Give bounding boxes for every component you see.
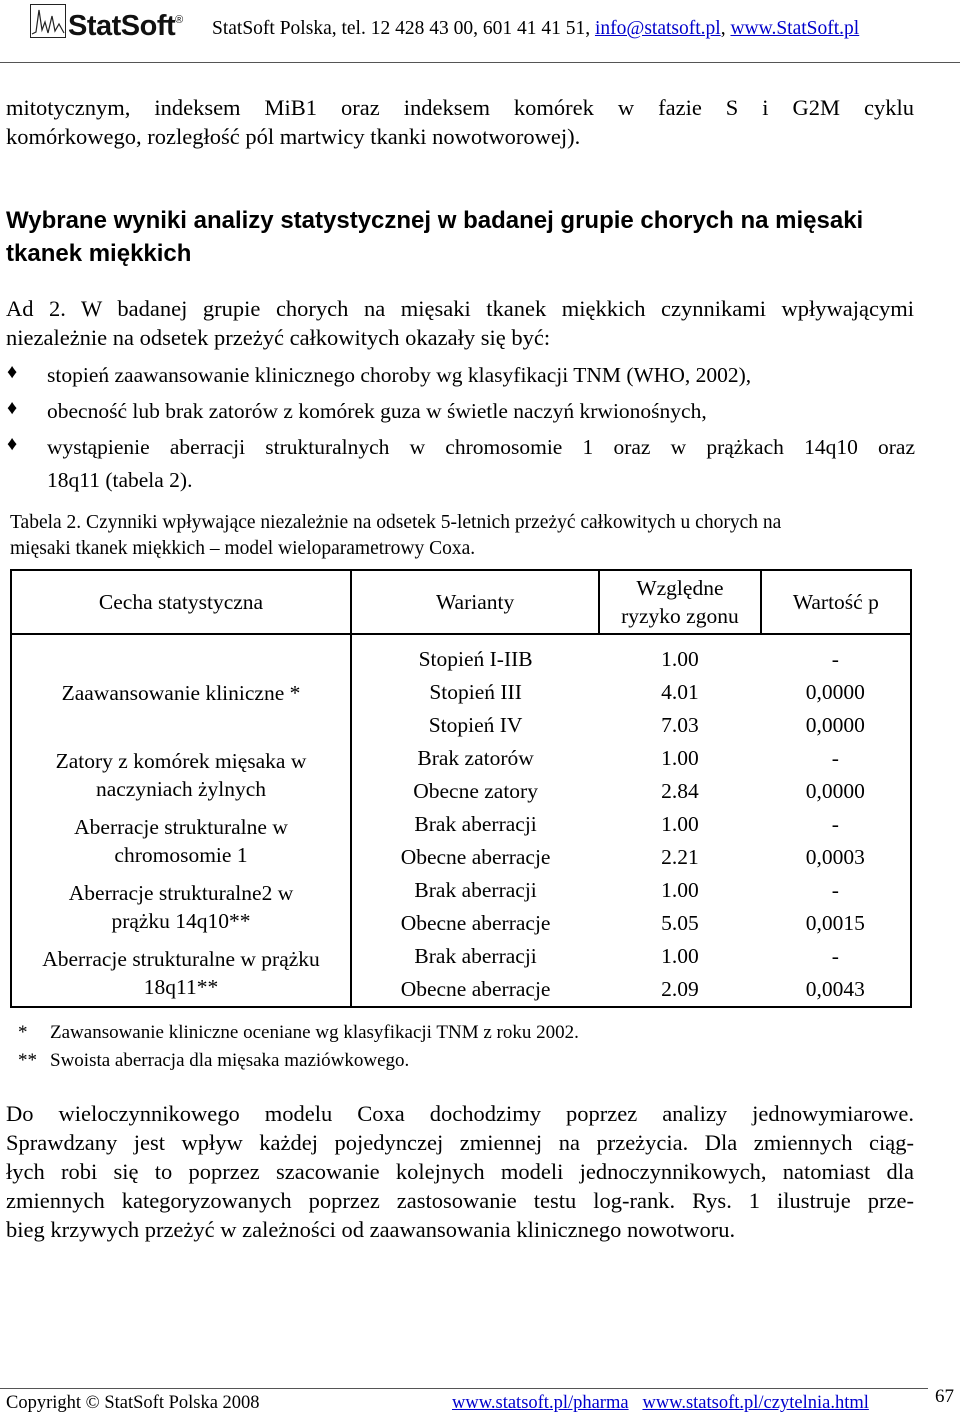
statsoft-logo-icon bbox=[30, 4, 66, 38]
cell-cecha: Aberracje strukturalne w prążku 18q11** bbox=[11, 940, 351, 1007]
closing-line-5: bieg krzywych przeżyć w zależności od zaawansowania klinicznego nowotworu. bbox=[6, 1217, 736, 1242]
cell-p: - 0,0043 bbox=[805, 944, 865, 1001]
cell-warianty: Brak aberracji Obecne aberracje bbox=[400, 878, 551, 935]
table-row bbox=[11, 874, 911, 940]
header-p: Wartość p bbox=[761, 570, 911, 634]
diamond-bullet-icon: ♦ bbox=[7, 361, 18, 383]
cell-warianty: Brak aberracji Obecne aberracje bbox=[400, 812, 551, 869]
diamond-bullet-icon: ♦ bbox=[7, 397, 18, 419]
cell-ryzyko: 1.00 5.05 bbox=[661, 878, 699, 935]
ad2-line-2: niezależnie na odsetek przeżyć całkowitych okazały się być: bbox=[6, 325, 551, 350]
table-row bbox=[11, 634, 911, 742]
cell-ryzyko: 1.00 2.84 bbox=[661, 746, 699, 803]
cell-ryzyko: 1.00 2.09 bbox=[661, 944, 699, 1001]
cell-warianty: Stopień I-IIB Stopień III Stopień IV bbox=[418, 647, 533, 737]
ad2-line-1: Ad 2. W badanej grupie chorych na mięsaki tkanek miękkich czynnikami wpływającymi bbox=[6, 296, 914, 321]
cell-p: - 0,0000 bbox=[805, 746, 865, 803]
diamond-bullet-icon: ♦ bbox=[7, 433, 18, 455]
cell-p: - 0,0015 bbox=[805, 878, 865, 935]
header-warianty: Warianty bbox=[351, 570, 599, 634]
page-number: 67 bbox=[935, 1386, 954, 1407]
intro-line-1: mitotycznym, indeksem MiB1 oraz indeksem komórek w fazie S i G2M cyklu bbox=[6, 95, 914, 120]
email-link[interactable]: info@statsoft.pl bbox=[594, 18, 721, 39]
table-footnotes bbox=[18, 1019, 579, 1075]
bullet-item-continuation: 18q11 (tabela 2). bbox=[47, 468, 193, 492]
cox-model-table bbox=[10, 569, 912, 1008]
cell-cecha: Zaawansowanie kliniczne * bbox=[11, 634, 351, 742]
cell-warianty: Brak zatorów Obecne zatory bbox=[413, 746, 538, 803]
footer-copyright: Copyright © StatSoft Polska 2008 bbox=[6, 1393, 260, 1413]
table-row bbox=[11, 808, 911, 874]
bullet-item: stopień zaawansowanie klinicznego choroby wg klasyfikacji TNM (WHO, 2002), bbox=[47, 363, 752, 387]
cell-cecha: Zatory z komórek mięsaka w naczyniach żylnych bbox=[11, 742, 351, 808]
section-heading: Wybrane wyniki analizy statystycznej w badanej grupie chorych na mięsaki tkanek miękkich bbox=[6, 207, 864, 267]
footnote: * Zawansowanie kliniczne oceniane wg klasyfikacji TNM z roku 2002. bbox=[18, 1022, 579, 1043]
website-link[interactable]: www.StatSoft.pl bbox=[730, 18, 860, 39]
table-caption: Tabela 2. Czynniki wpływające niezależnie na odsetek 5-letnich przeżyć całkowitych u chorych na mięsaki tkanek miękkich – model wieloparametrowy Coxa. bbox=[10, 512, 782, 559]
table-header-row bbox=[11, 570, 911, 634]
header-ryzyko: Względne ryzyko zgonu bbox=[599, 570, 760, 634]
footer-links bbox=[452, 1393, 869, 1414]
cell-ryzyko: 1.00 2.21 bbox=[661, 812, 699, 869]
table-row bbox=[11, 742, 911, 808]
bullet-item: obecność lub brak zatorów z komórek guza w świetle naczyń krwionośnych, bbox=[47, 399, 707, 423]
cell-ryzyko: 1.00 4.01 7.03 bbox=[661, 647, 699, 737]
closing-line-1: Do wieloczynnikowego modelu Coxa dochodzimy poprzez analizy jednowymiarowe. bbox=[6, 1101, 914, 1126]
bullet-item: wystąpienie aberracji strukturalnych w chromosomie 1 oraz w prążkach 14q10 oraz bbox=[47, 435, 915, 459]
statsoft-logo-text: StatSoft® bbox=[68, 10, 183, 42]
cell-warianty: Brak aberracji Obecne aberracje bbox=[400, 944, 551, 1001]
table-row bbox=[11, 940, 911, 1007]
closing-line-3: łych robi się to poprzez szacowanie kolejnych modeli jednoczynnikowych, natomiast dla bbox=[6, 1159, 914, 1184]
header-cecha: Cecha statystyczna bbox=[11, 570, 351, 634]
intro-line-2: komórkowego, rozległość pól martwicy tkanki nowotworowej). bbox=[6, 124, 581, 149]
closing-line-2: Sprawdzany jest wpływ każdej pojedynczej zmiennej na przeżycia. Dla zmiennych ciąg- bbox=[6, 1130, 914, 1155]
page-header bbox=[0, 0, 960, 62]
cell-cecha: Aberracje strukturalne2 w prążku 14q10** bbox=[11, 874, 351, 940]
header-divider bbox=[0, 62, 960, 63]
cell-cecha: Aberracje strukturalne w chromosomie 1 bbox=[11, 808, 351, 874]
footnote: ** Swoista aberracja dla mięsaka maziówkowego. bbox=[18, 1050, 410, 1071]
cell-p: - 0,0003 bbox=[805, 812, 865, 869]
pharma-link[interactable]: www.statsoft.pl/pharma bbox=[452, 1393, 629, 1413]
czytelnia-link[interactable]: www.statsoft.pl/czytelnia.html bbox=[642, 1393, 869, 1413]
footer-divider bbox=[0, 1388, 928, 1389]
header-contact: StatSoft Polska, tel. 12 428 43 00, 601 41 41 51, info@statsoft.pl, www.StatSoft.pl bbox=[212, 18, 860, 39]
cell-p: - 0,0000 0,0000 bbox=[805, 647, 865, 737]
closing-line-4: zmiennych kategoryzowanych poprzez zastosowanie testu log-rank. Rys. 1 ilustruje prze- bbox=[6, 1188, 914, 1213]
